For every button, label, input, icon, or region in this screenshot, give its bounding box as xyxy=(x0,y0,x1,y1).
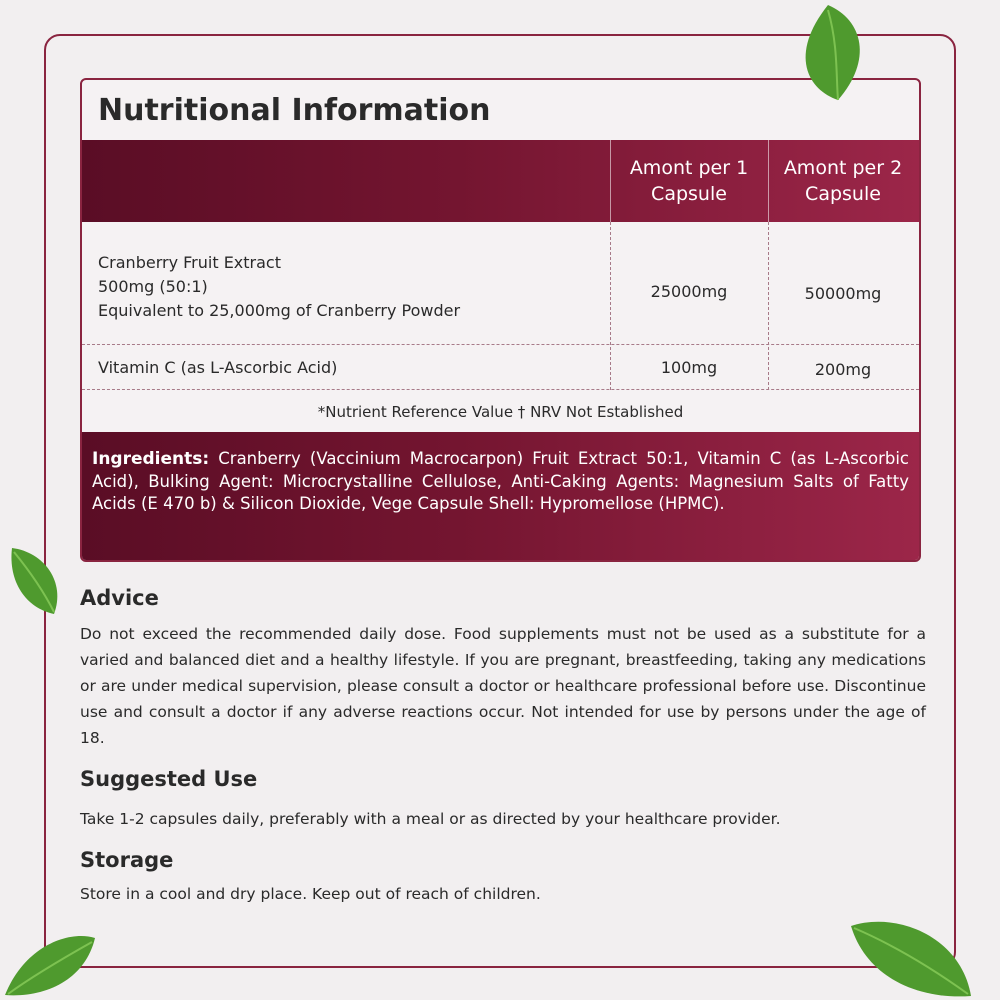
column-divider xyxy=(610,222,611,390)
leaf-icon xyxy=(0,930,100,1000)
table-header xyxy=(82,140,919,222)
leaf-icon xyxy=(778,0,878,110)
advice-heading: Advice xyxy=(80,586,159,610)
leaf-icon xyxy=(4,542,68,618)
row-divider xyxy=(82,389,919,390)
ingredients-panel xyxy=(82,432,919,562)
row-vitaminc-per2: 200mg xyxy=(814,360,872,379)
row-cranberry-line3: Equivalent to 25,000mg of Cranberry Powder xyxy=(98,301,461,320)
header-divider xyxy=(610,140,611,222)
storage-heading: Storage xyxy=(80,848,174,872)
column-header-per1: Amont per 1 Capsule xyxy=(629,157,749,205)
row-divider xyxy=(82,344,919,345)
storage-text: Store in a cool and dry place. Keep out of reach of children. xyxy=(80,885,541,903)
row-cranberry-line1: Cranberry Fruit Extract xyxy=(98,253,281,272)
row-cranberry-per2: 50000mg xyxy=(804,284,882,303)
nutrition-title: Nutritional Information xyxy=(98,93,491,128)
ingredients-text: Cranberry (Vaccinium Macrocarpon) Fruit Extract 50:1, Vitamin C (as L-Ascorbic Acid), Bulking Agent: Microcrystalline Cellulose, Anti-Caking Agents: Magnesium Salts of Fatty Acids (E 470 b) & Silicon Dioxide, Vege Capsule Shell: Hypromellose (HPMC). xyxy=(92,449,909,513)
row-vitaminc-name xyxy=(98,356,598,380)
nutrition-card xyxy=(80,78,921,562)
leaf-icon xyxy=(846,916,976,1000)
row-vitaminc-per1: 100mg xyxy=(660,358,718,377)
nrv-footnote: *Nutrient Reference Value † NRV Not Established xyxy=(317,403,684,421)
row-cranberry-per1: 25000mg xyxy=(650,282,728,301)
advice-text: Do not exceed the recommended daily dose. Food supplements must not be used as a substitute for a varied and balanced diet and a healthy lifestyle. If you are pregnant, breastfeeding, taking any medications or are under medical supervision, please consult a doctor or healthcare professional before use. Discontinue use and consult a doctor if any adverse reactions occur. Not intended for use by persons under the age of 18. xyxy=(80,625,926,747)
nutrient-rows xyxy=(82,222,919,390)
row-vitaminc-line1: Vitamin C (as L-Ascorbic Acid) xyxy=(98,358,338,377)
row-cranberry-line2: 500mg (50:1) xyxy=(98,277,208,296)
column-header-per2: Amont per 2 Capsule xyxy=(783,157,903,205)
suggested-use-text: Take 1-2 capsules daily, preferably with a meal or as directed by your healthcare provider. xyxy=(80,810,781,828)
ingredients-label: Ingredients: xyxy=(92,449,210,469)
row-cranberry-name xyxy=(98,251,598,323)
suggested-use-heading: Suggested Use xyxy=(80,767,258,791)
